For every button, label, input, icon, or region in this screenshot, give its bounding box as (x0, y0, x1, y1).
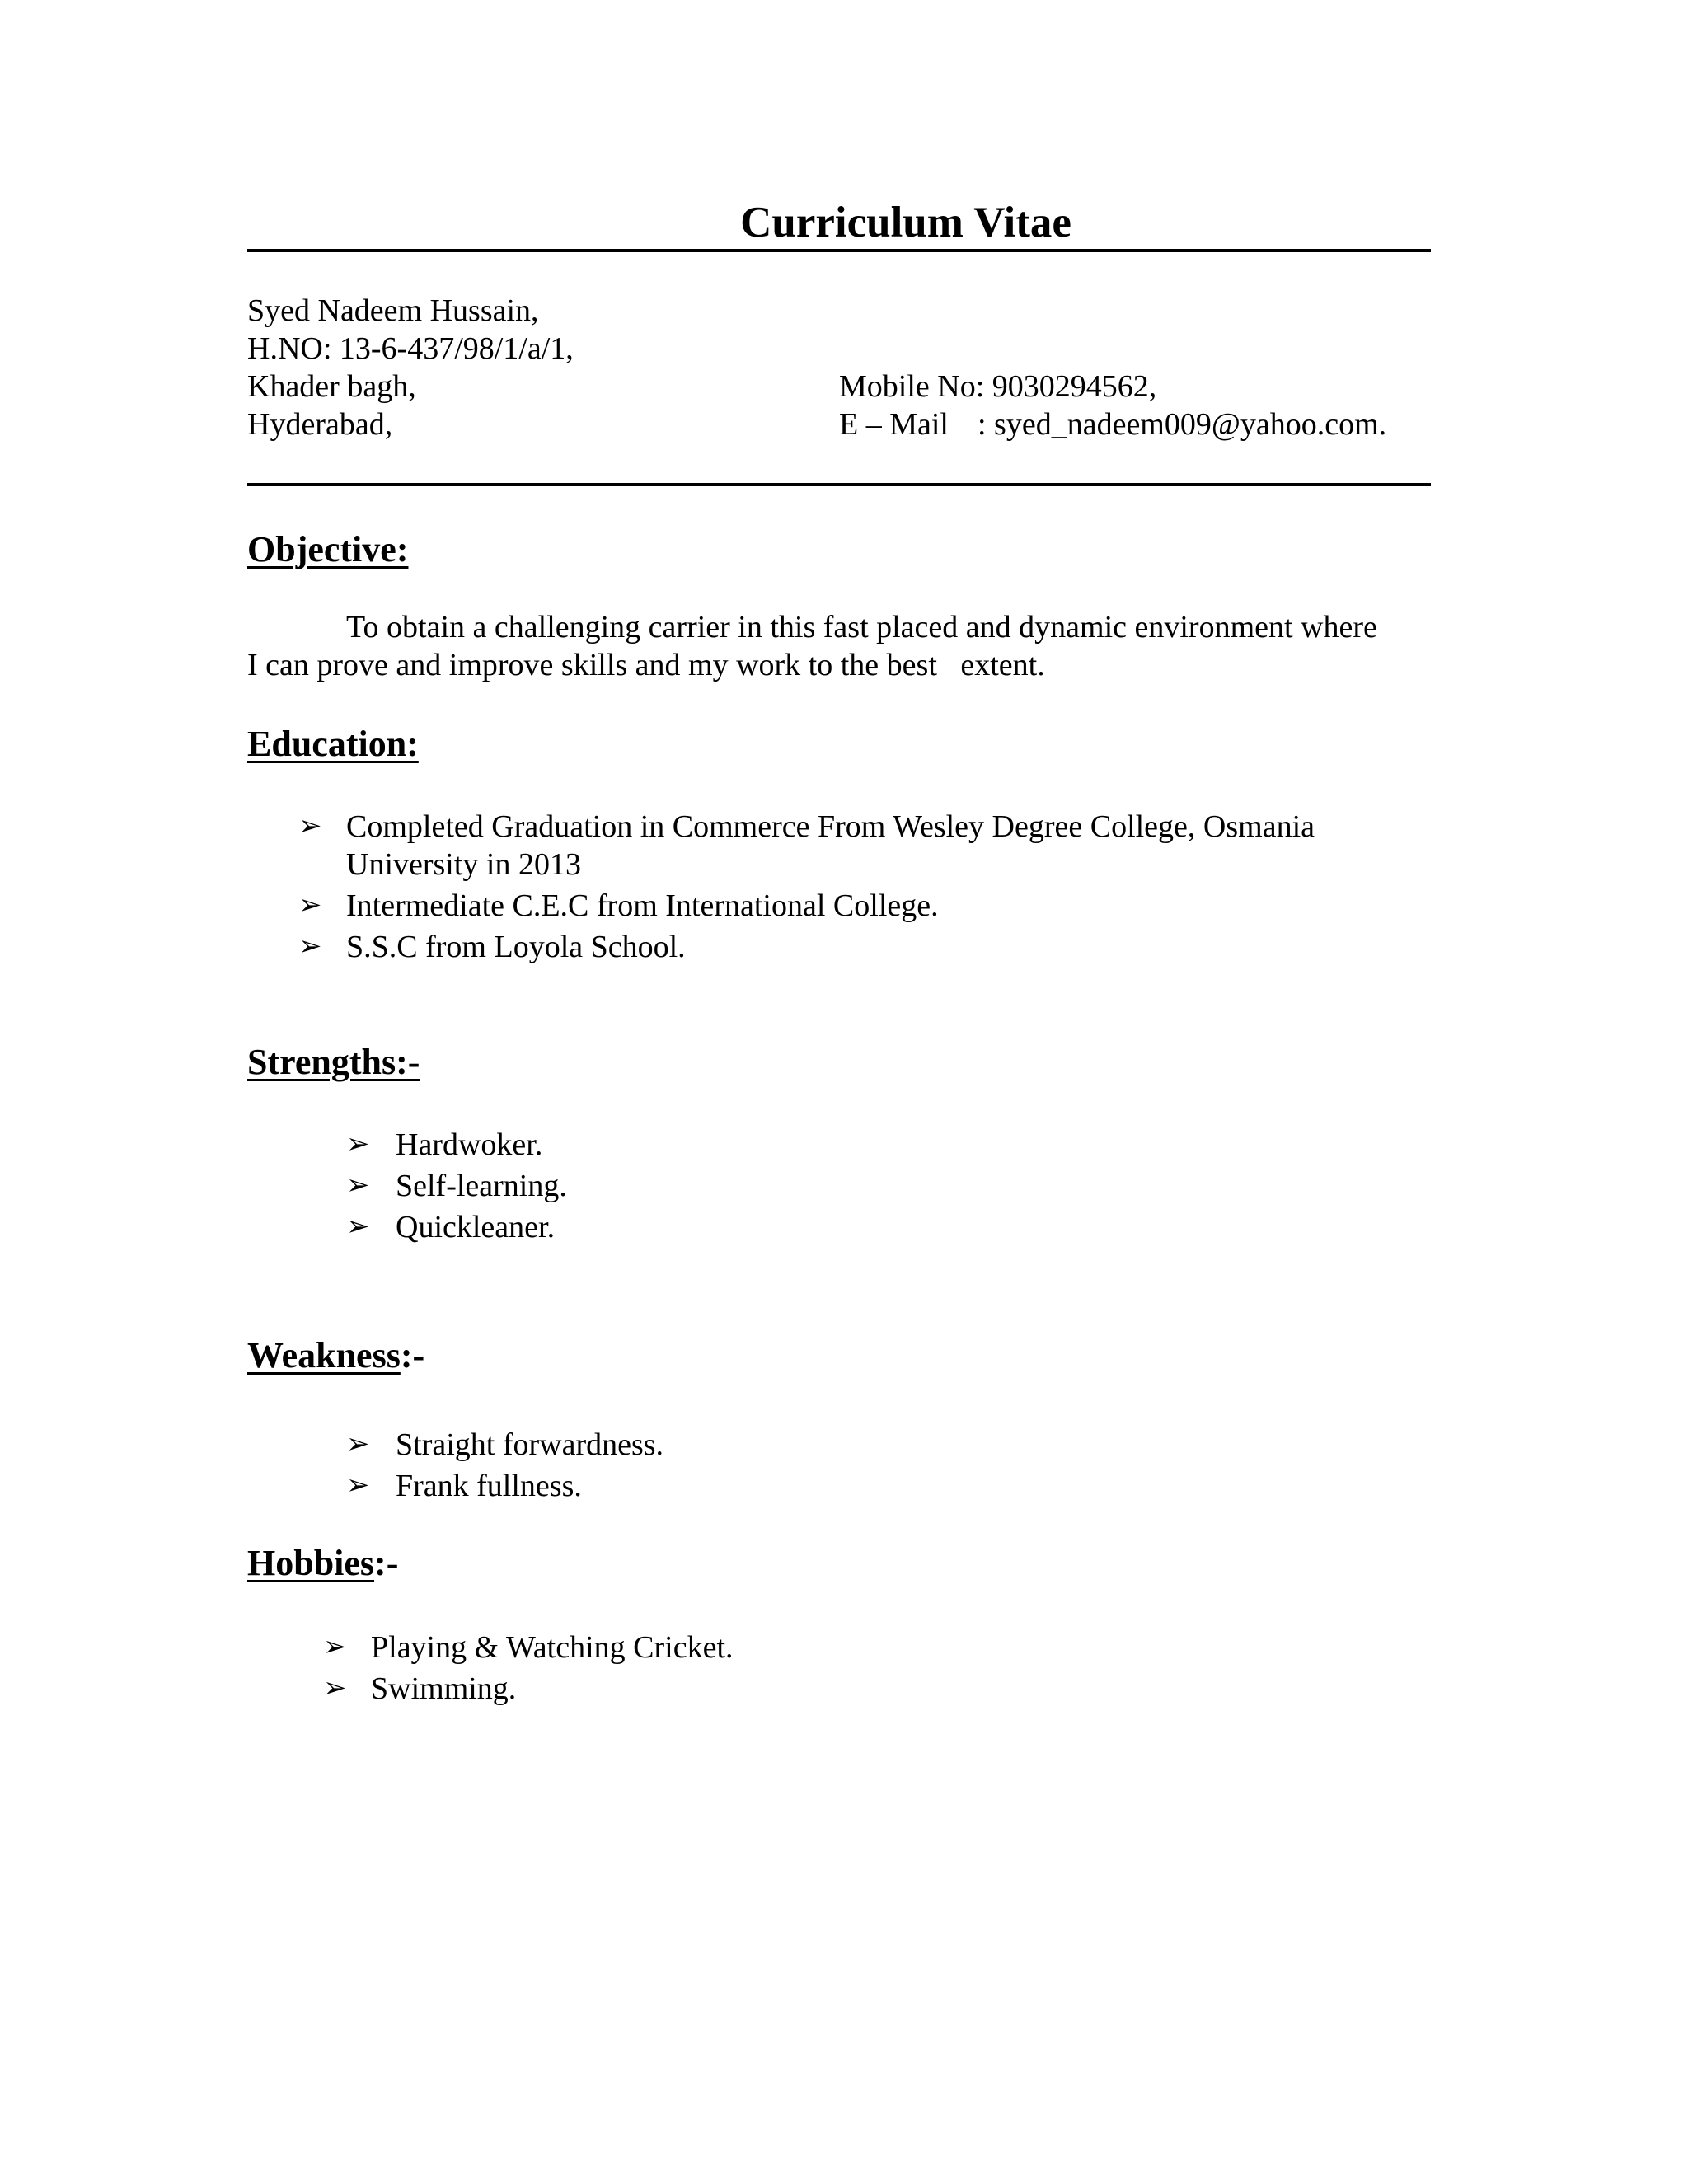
education-item-1: Completed Graduation in Commerce From Wesley Degree College, Osmania (346, 809, 1315, 844)
contact-divider (247, 483, 1431, 486)
contact-mobile: Mobile No: 9030294562, (839, 369, 1157, 404)
objective-line-2: I can prove and improve skills and my work to the best extent. (247, 648, 1045, 682)
education-item-3: S.S.C from Loyola School. (346, 930, 686, 964)
weakness-heading (247, 1333, 424, 1378)
contact-house-no: H.NO: 13-6-437/98/1/a/1, (247, 331, 574, 366)
objective-heading-text: Objective: (247, 529, 409, 569)
bullet-arrow-icon: ➢ (346, 1470, 370, 1501)
education-item-2: Intermediate C.E.C from International College. (346, 888, 939, 923)
contact-email-label: E – Mail (839, 407, 949, 442)
hobbies-heading-suffix: :- (374, 1543, 399, 1583)
strengths-item-3: Quickleaner. (396, 1210, 556, 1244)
hobbies-heading (247, 1541, 398, 1586)
bullet-arrow-icon: ➢ (346, 1170, 370, 1201)
strengths-heading-text: Strengths (247, 1042, 396, 1082)
bullet-arrow-icon: ➢ (298, 890, 322, 921)
weakness-item-1: Straight forwardness. (396, 1427, 664, 1462)
bullet-arrow-icon: ➢ (346, 1212, 370, 1242)
contact-city: Hyderabad, (247, 407, 393, 442)
title-divider (247, 249, 1431, 252)
weakness-heading-text: Weakness (247, 1335, 401, 1376)
strengths-heading (247, 1040, 420, 1085)
bullet-arrow-icon: ➢ (346, 1129, 370, 1160)
bullet-arrow-icon: ➢ (346, 1429, 370, 1460)
weakness-heading-suffix: :- (400, 1335, 425, 1376)
contact-name: Syed Nadeem Hussain, (247, 293, 539, 328)
bullet-arrow-icon: ➢ (323, 1673, 347, 1704)
objective-line-1: To obtain a challenging carrier in this fast placed and dynamic environment where (346, 610, 1377, 644)
education-heading (247, 722, 419, 766)
bullet-arrow-icon: ➢ (298, 811, 322, 841)
bullet-arrow-icon: ➢ (323, 1632, 347, 1662)
education-heading-text: Education: (247, 724, 419, 764)
objective-heading (247, 527, 408, 572)
strengths-item-1: Hardwoker. (396, 1127, 543, 1162)
strengths-item-2: Self-learning. (396, 1169, 567, 1203)
education-item-1-cont: University in 2013 (346, 847, 581, 882)
weakness-item-2: Frank fullness. (396, 1469, 582, 1503)
contact-area: Khader bagh, (247, 369, 416, 404)
strengths-heading-suffix: :- (396, 1042, 420, 1082)
contact-email-value: : syed_nadeem009@yahoo.com. (978, 407, 1387, 442)
hobbies-item-2: Swimming. (371, 1671, 517, 1706)
bullet-arrow-icon: ➢ (298, 931, 322, 962)
page-title: Curriculum Vitae (740, 199, 1071, 246)
hobbies-heading-text: Hobbies (247, 1543, 375, 1583)
hobbies-item-1: Playing & Watching Cricket. (371, 1630, 734, 1665)
